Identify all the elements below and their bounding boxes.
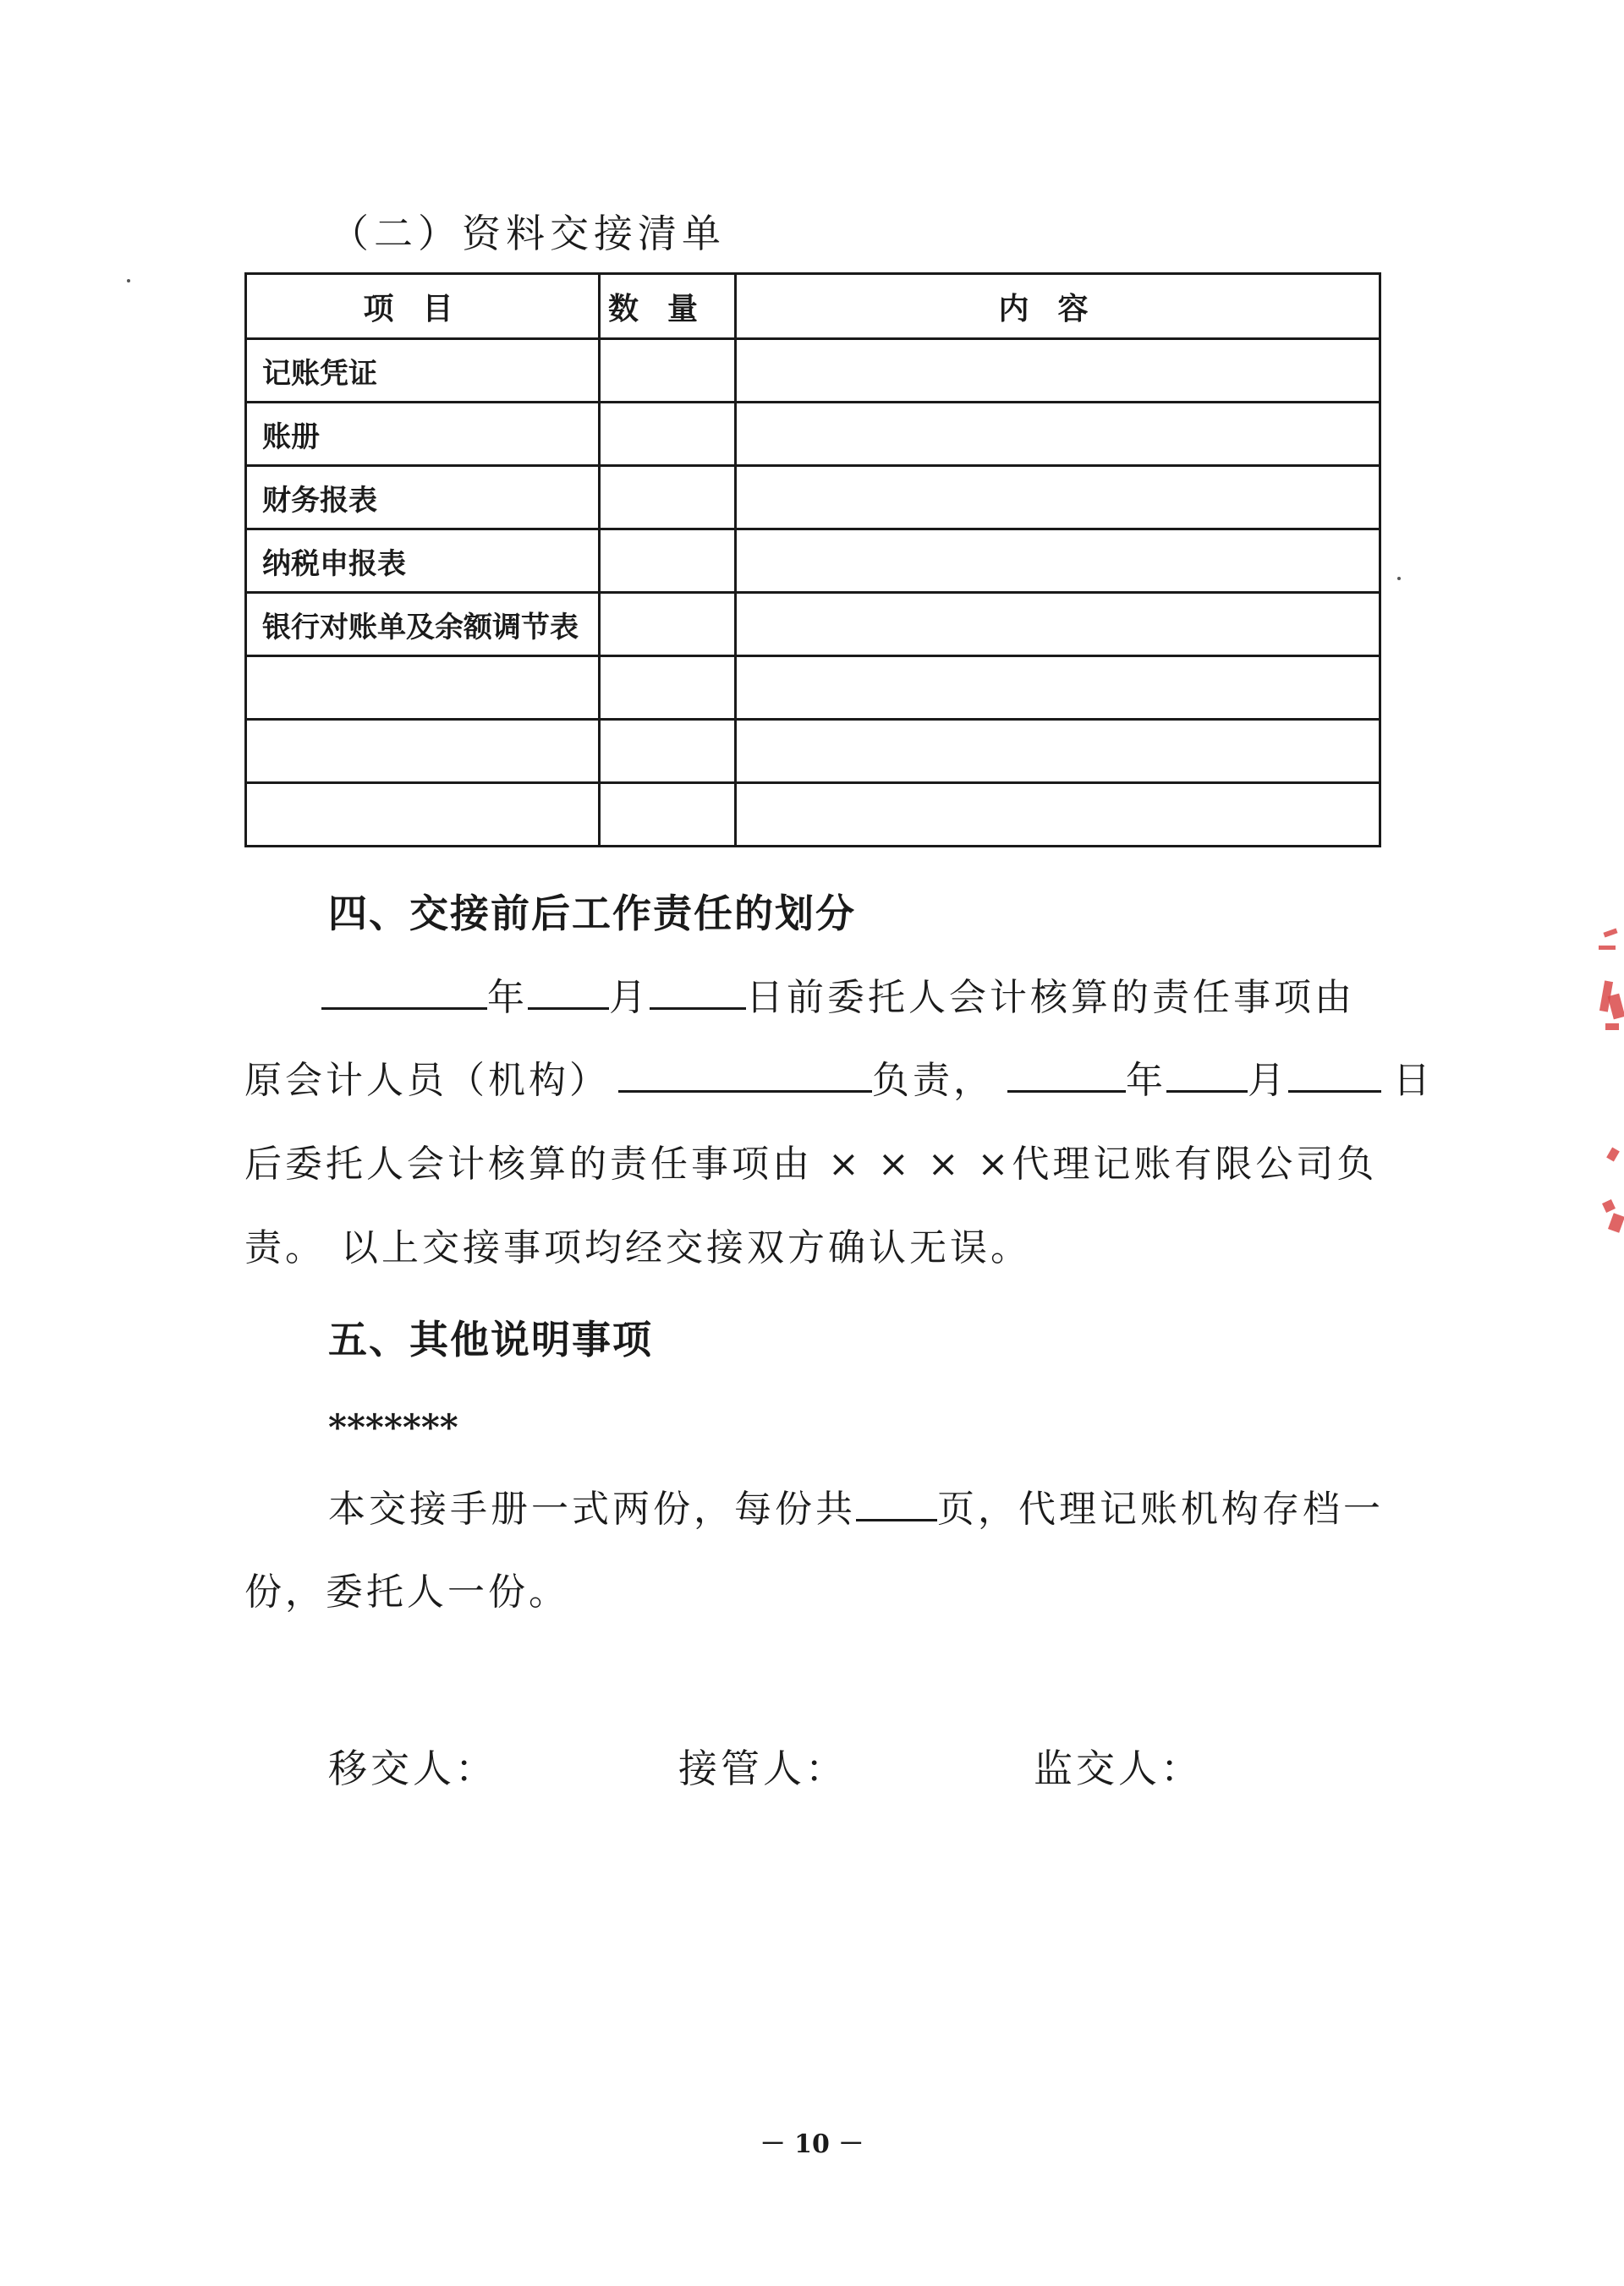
table-row bbox=[246, 783, 1380, 847]
row-item-cell bbox=[246, 783, 600, 847]
header-item: 项目 bbox=[246, 274, 600, 339]
responsible-label: 负责， bbox=[872, 1059, 994, 1102]
row-content-cell bbox=[736, 339, 1380, 403]
row-item-cell: 记账凭证 bbox=[246, 339, 600, 403]
row-content-cell bbox=[736, 656, 1380, 720]
row-item-cell bbox=[246, 656, 600, 720]
handover-checklist-table bbox=[244, 272, 1381, 847]
row-quantity-cell bbox=[600, 403, 736, 466]
page-number: － 10 － bbox=[760, 2130, 864, 2159]
section-5-heading: 五、其他说明事项 bbox=[328, 1317, 653, 1362]
table-row bbox=[246, 720, 1380, 783]
row-item-cell bbox=[246, 720, 600, 783]
row-content-cell bbox=[736, 593, 1380, 656]
row-quantity-cell bbox=[600, 783, 736, 847]
row-content-cell bbox=[736, 720, 1380, 783]
row-item-cell: 账册 bbox=[246, 403, 600, 466]
section-5-para-line-1 bbox=[328, 1484, 1384, 1535]
copies-text: 本交接手册一式两份，每份共 bbox=[328, 1488, 856, 1531]
receiver-label: 接管人： bbox=[678, 1746, 848, 1791]
day-label-2: 日 bbox=[1393, 1059, 1434, 1102]
month-label-2: 月 bbox=[1248, 1059, 1288, 1102]
transferor-label: 移交人： bbox=[328, 1746, 497, 1791]
row-content-cell bbox=[736, 529, 1380, 593]
table-row bbox=[246, 339, 1380, 403]
list-subtitle: （二）资料交接清单 bbox=[330, 211, 726, 256]
blank-day bbox=[650, 973, 746, 1010]
year-label-2: 年 bbox=[1126, 1059, 1166, 1102]
blank-month-2 bbox=[1166, 1056, 1248, 1093]
section-4-line-1 bbox=[321, 973, 1355, 1023]
section-4-heading: 四、交接前后工作责任的划分 bbox=[328, 891, 856, 936]
blank-pages bbox=[856, 1485, 937, 1521]
row-quantity-cell bbox=[600, 593, 736, 656]
row-item-cell: 纳税申报表 bbox=[246, 529, 600, 593]
placeholder-stars: ******* bbox=[328, 1406, 458, 1448]
row-quantity-cell bbox=[600, 720, 736, 783]
year-label: 年 bbox=[487, 976, 528, 1019]
row-item-cell: 银行对账单及余额调节表 bbox=[246, 593, 600, 656]
table-row bbox=[246, 466, 1380, 529]
supervisor-label: 监交人： bbox=[1034, 1746, 1203, 1791]
blank-day-2 bbox=[1288, 1056, 1381, 1093]
original-accountant-label: 原会计人员（机构） bbox=[244, 1059, 610, 1102]
row-content-cell bbox=[736, 783, 1380, 847]
section-4-line-4: 责。 以上交接事项均经交接双方确认无误。 bbox=[244, 1226, 1031, 1269]
scan-dot bbox=[127, 279, 130, 282]
section-4-line-2 bbox=[244, 1055, 1434, 1106]
row-quantity-cell bbox=[600, 466, 736, 529]
section-4-line-3: 后委托人会计核算的责任事项由 × × × ×代理记账有限公司负 bbox=[244, 1143, 1378, 1186]
blank-accountant bbox=[618, 1056, 872, 1093]
row-item-cell: 财务报表 bbox=[246, 466, 600, 529]
row-content-cell bbox=[736, 403, 1380, 466]
table-header-row bbox=[246, 274, 1380, 339]
row-quantity-cell bbox=[600, 529, 736, 593]
table-row bbox=[246, 403, 1380, 466]
scan-dot bbox=[1397, 577, 1401, 580]
table-row bbox=[246, 593, 1380, 656]
blank-month bbox=[528, 973, 609, 1010]
header-content: 内容 bbox=[736, 274, 1380, 339]
archive-text: 页，代理记账机构存档一 bbox=[937, 1488, 1384, 1531]
blank-year bbox=[321, 973, 487, 1010]
month-label: 月 bbox=[609, 976, 650, 1019]
blank-year-2 bbox=[1007, 1056, 1126, 1093]
section-5-para-line-2: 份，委托人一份。 bbox=[244, 1571, 569, 1614]
table-row bbox=[246, 529, 1380, 593]
table-row bbox=[246, 656, 1380, 720]
row-quantity-cell bbox=[600, 339, 736, 403]
row-content-cell bbox=[736, 466, 1380, 529]
header-quantity: 数量 bbox=[600, 274, 736, 339]
line-1-text: 日前委托人会计核算的责任事项由 bbox=[746, 976, 1355, 1019]
row-quantity-cell bbox=[600, 656, 736, 720]
